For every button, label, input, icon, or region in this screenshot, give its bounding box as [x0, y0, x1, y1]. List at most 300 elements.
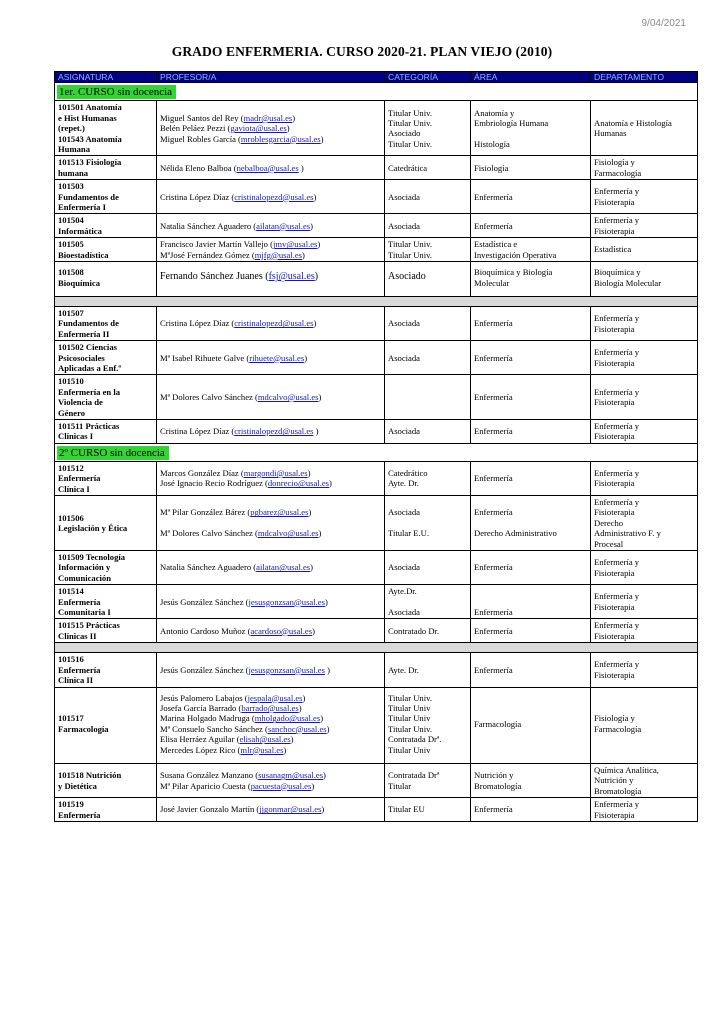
profesor-name: Natalia Sánchez Aguadero (	[160, 220, 257, 231]
profesor-name: Mercedes López Rico (	[160, 744, 241, 755]
profesor-entry	[160, 426, 381, 436]
categoria-cell	[385, 156, 471, 180]
departamento-cell	[591, 419, 698, 443]
asignatura-line: Informática	[58, 225, 102, 236]
profesor-name: Francisco Javier Martín Vallejo (	[160, 239, 273, 250]
area-line: Investigación Operativa	[474, 249, 557, 260]
departamento-line: Enfermería y	[594, 347, 640, 358]
categoria-cell	[385, 619, 471, 643]
profesor-entry	[160, 123, 381, 133]
profesor-entry	[160, 507, 381, 517]
email-link[interactable]: cristinalopezd@usal.es	[234, 318, 314, 329]
profesor-entry	[160, 221, 381, 231]
asignatura-line: e Hist Humanas	[58, 112, 117, 123]
area-cell	[471, 585, 591, 619]
asignatura-line: Enfermería	[58, 596, 101, 607]
profesor-entry	[160, 528, 381, 538]
departamento-line: Enfermería y	[594, 591, 640, 602]
email-link[interactable]: pgbarez@usal.es	[250, 507, 309, 518]
area-line: Anatomía y	[474, 107, 515, 118]
profesor-entry	[160, 693, 381, 703]
table-row	[55, 798, 698, 822]
profesor-name: Antonio Cardoso Muñoz (	[160, 625, 251, 636]
bracket: )	[323, 770, 326, 781]
separator-cell	[55, 643, 698, 653]
departamento-line: Enfermería y	[594, 215, 640, 226]
email-link[interactable]: jespala@usal.es	[247, 692, 303, 703]
categoria-line: Catedrática	[388, 162, 428, 173]
bracket: )	[320, 713, 324, 724]
table-body	[55, 83, 698, 822]
bracket: )	[320, 133, 324, 144]
profesor-entry	[160, 392, 381, 402]
profesor-cell	[157, 798, 385, 822]
departamento-line: Fisioterapia	[594, 809, 635, 820]
profesor-name: Susana González Manzano (	[160, 770, 259, 781]
table-row	[55, 262, 698, 297]
profesor-cell	[157, 687, 385, 763]
profesor-name: Fernando Sánchez Juanes (	[160, 271, 269, 283]
departamento-line: Fisioterapia	[594, 630, 635, 641]
departamento-cell	[591, 180, 698, 214]
asignatura-line: 101516	[58, 654, 84, 665]
separator-row	[55, 296, 698, 306]
bracket: )	[311, 780, 315, 791]
table-row	[55, 653, 698, 687]
document-title: GRADO ENFERMERIA. CURSO 2020-21. PLAN VIEJO (2010)	[171, 44, 553, 59]
email-link[interactable]: jmv@usal.es	[272, 239, 318, 250]
area-line: Enfermería	[474, 426, 513, 437]
email-link[interactable]: donrecio@usal.es	[267, 478, 330, 489]
profesor-entry	[160, 250, 381, 260]
departamento-line: Farmacología	[594, 723, 642, 734]
separator-cell	[55, 296, 698, 306]
email-link[interactable]: mdcalvo@usal.es	[257, 528, 319, 539]
asignatura-cell	[55, 619, 157, 643]
asignatura-cell	[55, 375, 157, 420]
departamento-line: Fisioterapia	[594, 225, 635, 236]
email-link[interactable]: mdcalvo@usal.es	[257, 391, 319, 402]
area-line: Bioquímica y Biología	[474, 267, 553, 278]
asignatura-line: 101515 Prácticas	[58, 620, 120, 631]
email-link[interactable]: rihuete@usal.es	[249, 352, 305, 363]
profesor-cell	[157, 306, 385, 340]
profesor-name: José Ignacio Recio Rodríguez (	[160, 478, 268, 489]
email-link[interactable]: jjgonmar@usal.es	[259, 804, 322, 815]
categoria-line: Asociada	[388, 191, 420, 202]
categoria-cell	[385, 585, 471, 619]
asignatura-line: 101504	[58, 215, 84, 226]
area-cell	[471, 653, 591, 687]
asignatura-cell	[55, 419, 157, 443]
table-row	[55, 687, 698, 763]
area-line: Enfermería	[474, 473, 513, 484]
categoria-line: Contratada Drª	[388, 770, 440, 781]
profesor-name: MªJosé Fernández Gómez (	[160, 249, 255, 260]
categoria-line: Titular E.U.	[388, 528, 429, 539]
departamento-line: Enfermería y	[594, 557, 640, 568]
table-row	[55, 419, 698, 443]
email-link[interactable]: susanagm@usal.es	[258, 770, 324, 781]
profesor-cell	[157, 551, 385, 585]
email-link[interactable]: mjfg@usal.es	[254, 249, 303, 260]
table-row	[55, 214, 698, 238]
area-line: Enfermería	[474, 607, 513, 618]
asignatura-line: 101507	[58, 307, 84, 318]
asignatura-line: Humana	[58, 144, 90, 155]
categoria-line: Titular Univ.	[388, 239, 433, 250]
categoria-cell	[385, 496, 471, 551]
departamento-line: Humanas	[594, 128, 627, 139]
departamento-line: Enfermería y	[594, 420, 640, 431]
email-link[interactable]: sanchoc@usal.es	[267, 723, 327, 734]
asignatura-line: Género	[58, 407, 86, 418]
categoria-line	[388, 597, 467, 607]
categoria-cell	[385, 687, 471, 763]
categoria-line: Titular Univ	[388, 713, 431, 724]
categoria-cell	[385, 461, 471, 495]
asignatura-line: Enfermería	[58, 473, 101, 484]
area-line: Molecular	[474, 277, 510, 288]
profesor-name: Josefa García Barrado (	[160, 702, 242, 713]
categoria-line: Catedrático	[388, 467, 428, 478]
bracket: )	[313, 426, 319, 437]
section-row	[55, 443, 698, 461]
table-row	[55, 585, 698, 619]
area-line	[474, 518, 587, 528]
categoria-cell	[385, 262, 471, 297]
bracket: )	[313, 318, 317, 329]
bracket: )	[302, 692, 306, 703]
profesor-entry	[160, 781, 381, 791]
categoria-line: Contratada Drª.	[388, 734, 442, 745]
profesor-name: Jesús González Sánchez (	[160, 664, 249, 675]
email-link[interactable]: barrado@usal.es	[241, 702, 299, 713]
area-cell	[471, 798, 591, 822]
departamento-cell	[591, 375, 698, 420]
profesor-name: Mª Pilar Aparicio Cuesta (	[160, 780, 251, 791]
profesor-name: Mª Isabel Rihuete Galve (	[160, 352, 250, 363]
email-link[interactable]: jesusgonzsan@usal.es	[248, 664, 325, 675]
area-cell	[471, 341, 591, 375]
area-cell	[471, 214, 591, 238]
profesor-entry	[160, 804, 381, 814]
bracket: )	[317, 239, 321, 250]
asignatura-line: 101508	[58, 267, 84, 278]
asignatura-line: 101506	[58, 512, 84, 523]
email-link[interactable]: cristinalopezd@usal.es	[234, 191, 314, 202]
categoria-cell	[385, 375, 471, 420]
departamento-cell	[591, 551, 698, 585]
departamento-cell	[591, 496, 698, 551]
area-line: Enfermería	[474, 220, 513, 231]
area-line: Nutrición y	[474, 770, 514, 781]
departamento-line: Enfermería y	[594, 313, 640, 324]
area-line	[474, 597, 587, 607]
categoria-cell	[385, 419, 471, 443]
categoria-line: Asociado	[388, 128, 421, 139]
email-link[interactable]: mholgado@usal.es	[254, 713, 321, 724]
asignatura-line: 101514	[58, 586, 84, 597]
departamento-line: Estadística	[594, 244, 632, 255]
asignatura-cell	[55, 156, 157, 180]
profesor-name: Mª Pilar González Bárez (	[160, 507, 251, 518]
profesor-name: Cristina López Díaz (	[160, 191, 235, 202]
asignatura-cell	[55, 341, 157, 375]
profesor-entry	[160, 134, 381, 144]
area-line	[474, 128, 587, 138]
bracket: )	[283, 744, 287, 755]
profesor-entry	[160, 597, 381, 607]
bracket: )	[298, 162, 304, 173]
bracket: )	[313, 191, 317, 202]
categoria-line: Titular Univ	[388, 744, 431, 755]
departamento-line: Fisioterapia	[594, 507, 635, 518]
profesor-name: Mª Dolores Calvo Sánchez (	[160, 391, 258, 402]
departamento-cell	[591, 653, 698, 687]
departamento-line: Fisiología y	[594, 157, 635, 168]
categoria-line: Titular Univ.	[388, 249, 433, 260]
asignatura-line: Enfermería	[58, 809, 101, 820]
bracket: )	[324, 664, 330, 675]
asignatura-line: 101511 Prácticas	[58, 420, 120, 431]
email-link[interactable]: nebalboa@usal.es	[236, 162, 299, 173]
asignatura-cell	[55, 180, 157, 214]
departamento-line: Biología Molecular	[594, 277, 662, 288]
asignatura-cell	[55, 496, 157, 551]
departamento-line: Fisioterapia	[594, 478, 635, 489]
categoria-cell	[385, 214, 471, 238]
asignatura-line: Psicosociales	[58, 352, 105, 363]
area-cell	[471, 101, 591, 156]
area-cell	[471, 238, 591, 262]
profesor-entry	[160, 318, 381, 328]
area-line: Farmacología	[474, 718, 522, 729]
asignatura-line: 101502 Ciencias	[58, 342, 117, 353]
separator-row	[55, 643, 698, 653]
asignatura-line: Clínica I	[58, 483, 90, 494]
area-cell	[471, 262, 591, 297]
profesor-name: Miguel Santos del Rey (	[160, 112, 244, 123]
categoria-line: Asociada	[388, 562, 420, 573]
table-row	[55, 461, 698, 495]
categoria-line: Titular Univ.	[388, 138, 433, 149]
email-link[interactable]: ailatan@usal.es	[256, 562, 311, 573]
table-row	[55, 306, 698, 340]
asignatura-line: y Dietética	[58, 780, 97, 791]
area-line	[474, 586, 587, 596]
bracket: )	[310, 562, 314, 573]
departamento-line: Bioquímica y	[594, 267, 641, 278]
departamento-cell	[591, 798, 698, 822]
email-link[interactable]: jesusgonzsan@usal.es	[248, 596, 325, 607]
bracket: )	[318, 528, 322, 539]
profesor-cell	[157, 419, 385, 443]
asignatura-line: 101512	[58, 462, 84, 473]
profesor-cell	[157, 101, 385, 156]
categoria-line	[388, 518, 467, 528]
profesor-entry	[160, 665, 381, 675]
profesor-entry	[160, 703, 381, 713]
categoria-line: Titular Univ.	[388, 692, 433, 703]
profesor-cell	[157, 763, 385, 797]
asignatura-line: 101519	[58, 799, 84, 810]
profesor-entry	[160, 562, 381, 572]
categoria-cell	[385, 551, 471, 585]
departamento-cell	[591, 156, 698, 180]
area-cell	[471, 687, 591, 763]
categoria-line: Ayte. Dr.	[388, 478, 419, 489]
area-cell	[471, 375, 591, 420]
departamento-line: Administrativo F. y	[594, 528, 661, 539]
asignatura-cell	[55, 214, 157, 238]
categoria-line: Ayte.Dr.	[388, 586, 417, 597]
profesor-cell	[157, 585, 385, 619]
email-link[interactable]: gaviota@usal.es	[230, 123, 287, 134]
area-line: Enfermería	[474, 352, 513, 363]
email-link[interactable]: acardoso@usal.es	[250, 625, 313, 636]
email-link[interactable]: mroblesgarcia@usal.es	[240, 133, 321, 144]
categoria-cell	[385, 763, 471, 797]
asignatura-line: Enfermería en la	[58, 386, 121, 397]
table-row	[55, 375, 698, 420]
email-link[interactable]: madr@usal.es	[243, 112, 293, 123]
bracket: )	[321, 804, 325, 815]
asignatura-line: 101518 Nutrición	[58, 770, 122, 781]
departamento-line: Fisiología y	[594, 713, 635, 724]
departamento-line: Enfermería y	[594, 620, 640, 631]
profesor-name: Cristina López Díaz (	[160, 318, 235, 329]
asignatura-line: Farmacología	[58, 723, 109, 734]
bracket: )	[312, 625, 315, 636]
departamento-cell	[591, 306, 698, 340]
table-row	[55, 763, 698, 797]
departamento-line: Derecho	[594, 517, 624, 528]
departamento-line: Fisioterapia	[594, 431, 635, 442]
bracket: )	[286, 123, 290, 134]
bracket: )	[302, 249, 305, 260]
area-line: Embriología Humana	[474, 118, 549, 129]
bracket: )	[310, 220, 314, 231]
departamento-cell	[591, 619, 698, 643]
bracket: )	[298, 702, 302, 713]
bracket: )	[307, 467, 311, 478]
asignatura-cell	[55, 551, 157, 585]
profesor-name: Belén Peláez Pezzi (	[160, 123, 231, 134]
profesor-entry	[160, 468, 381, 478]
email-link[interactable]: elisah@usal.es	[239, 734, 291, 745]
bracket: )	[329, 478, 332, 489]
asignatura-line: Legislación y Ética	[58, 523, 128, 534]
asignatura-cell	[55, 687, 157, 763]
area-cell	[471, 306, 591, 340]
profesor-name: Jesús González Sánchez (	[160, 596, 249, 607]
email-link[interactable]: cristinalopezd@usal.es	[234, 426, 314, 437]
profesor-name: Nélida Eleno Balboa (	[160, 162, 237, 173]
departamento-line: Fisioterapia	[594, 323, 635, 334]
column-header: PROFESOR/A	[157, 72, 385, 83]
profesor-cell	[157, 262, 385, 297]
departamento-cell	[591, 238, 698, 262]
section-label: 1er. CURSO sin docencia	[57, 85, 176, 99]
area-cell	[471, 419, 591, 443]
asignatura-line: 101513 Fisiología	[58, 157, 122, 168]
email-link[interactable]: ailatan@usal.es	[256, 220, 311, 231]
profesor-cell	[157, 653, 385, 687]
asignatura-line: Información y	[58, 562, 111, 573]
bracket: )	[292, 112, 296, 123]
table-row	[55, 180, 698, 214]
email-link[interactable]: pacuesta@usal.es	[250, 780, 312, 791]
departamento-cell	[591, 262, 698, 297]
area-cell	[471, 551, 591, 585]
profesor-name: Jesús Palomero Labajos (	[160, 692, 248, 703]
column-header: ÁREA	[471, 72, 591, 83]
table-row	[55, 101, 698, 156]
asignatura-cell	[55, 461, 157, 495]
asignatura-line: Comunicación	[58, 572, 111, 583]
departamento-line: Enfermería y	[594, 799, 640, 810]
profesor-cell	[157, 461, 385, 495]
asignatura-line: Comunitaria I	[58, 607, 111, 618]
asignatura-line: Aplicadas a Enf.ª	[58, 362, 121, 373]
categoria-cell	[385, 238, 471, 262]
categoria-cell	[385, 306, 471, 340]
categoria-cell	[385, 341, 471, 375]
profesor-name: Marcos González Díaz (	[160, 467, 244, 478]
categoria-cell	[385, 101, 471, 156]
departamento-line: Fisioterapia	[594, 357, 635, 368]
asignatura-line: Bioestadística	[58, 249, 109, 260]
categoria-line: Asociado	[388, 271, 426, 283]
departamento-cell	[591, 687, 698, 763]
profesor-cell	[157, 214, 385, 238]
profesor-entry	[160, 478, 381, 488]
departamento-cell	[591, 101, 698, 156]
profesor-cell	[157, 375, 385, 420]
table-row	[55, 156, 698, 180]
profesor-cell	[157, 619, 385, 643]
departamento-line: Fisioterapia	[594, 669, 635, 680]
profesor-name: Elisa Herráez Aguilar (	[160, 734, 240, 745]
departamento-line: Fisioterapia	[594, 196, 635, 207]
departamento-line: Fisioterapia	[594, 567, 635, 578]
profesor-name: Mª Dolores Calvo Sánchez (	[160, 528, 258, 539]
profesor-entry	[160, 239, 381, 249]
asignatura-line: 101543 Anatomía	[58, 133, 122, 144]
asignatura-line: Clínicas II	[58, 630, 97, 641]
email-link[interactable]: mlr@usal.es	[240, 744, 284, 755]
area-line: Fisiología	[474, 162, 509, 173]
departamento-line: Enfermería y	[594, 497, 640, 507]
asignatura-cell	[55, 101, 157, 156]
departamento-line: Enfermería y	[594, 186, 640, 197]
section-cell	[55, 83, 698, 101]
asignatura-line: Enfermería II	[58, 328, 110, 339]
profesor-name: Marina Holgado Madruga (	[160, 713, 255, 724]
asignatura-line: 101505	[58, 239, 84, 250]
email-link[interactable]: margondi@usal.es	[243, 467, 308, 478]
profesor-entry	[160, 518, 381, 528]
departamento-cell	[591, 585, 698, 619]
asignatura-line: 101510	[58, 376, 84, 387]
bracket: )	[318, 391, 322, 402]
categoria-cell	[385, 798, 471, 822]
departamento-line: Enfermería y	[594, 386, 640, 397]
email-link[interactable]: fsj@usal.es	[268, 271, 315, 283]
departamento-line: Bromatología	[594, 785, 642, 796]
departamento-cell	[591, 461, 698, 495]
